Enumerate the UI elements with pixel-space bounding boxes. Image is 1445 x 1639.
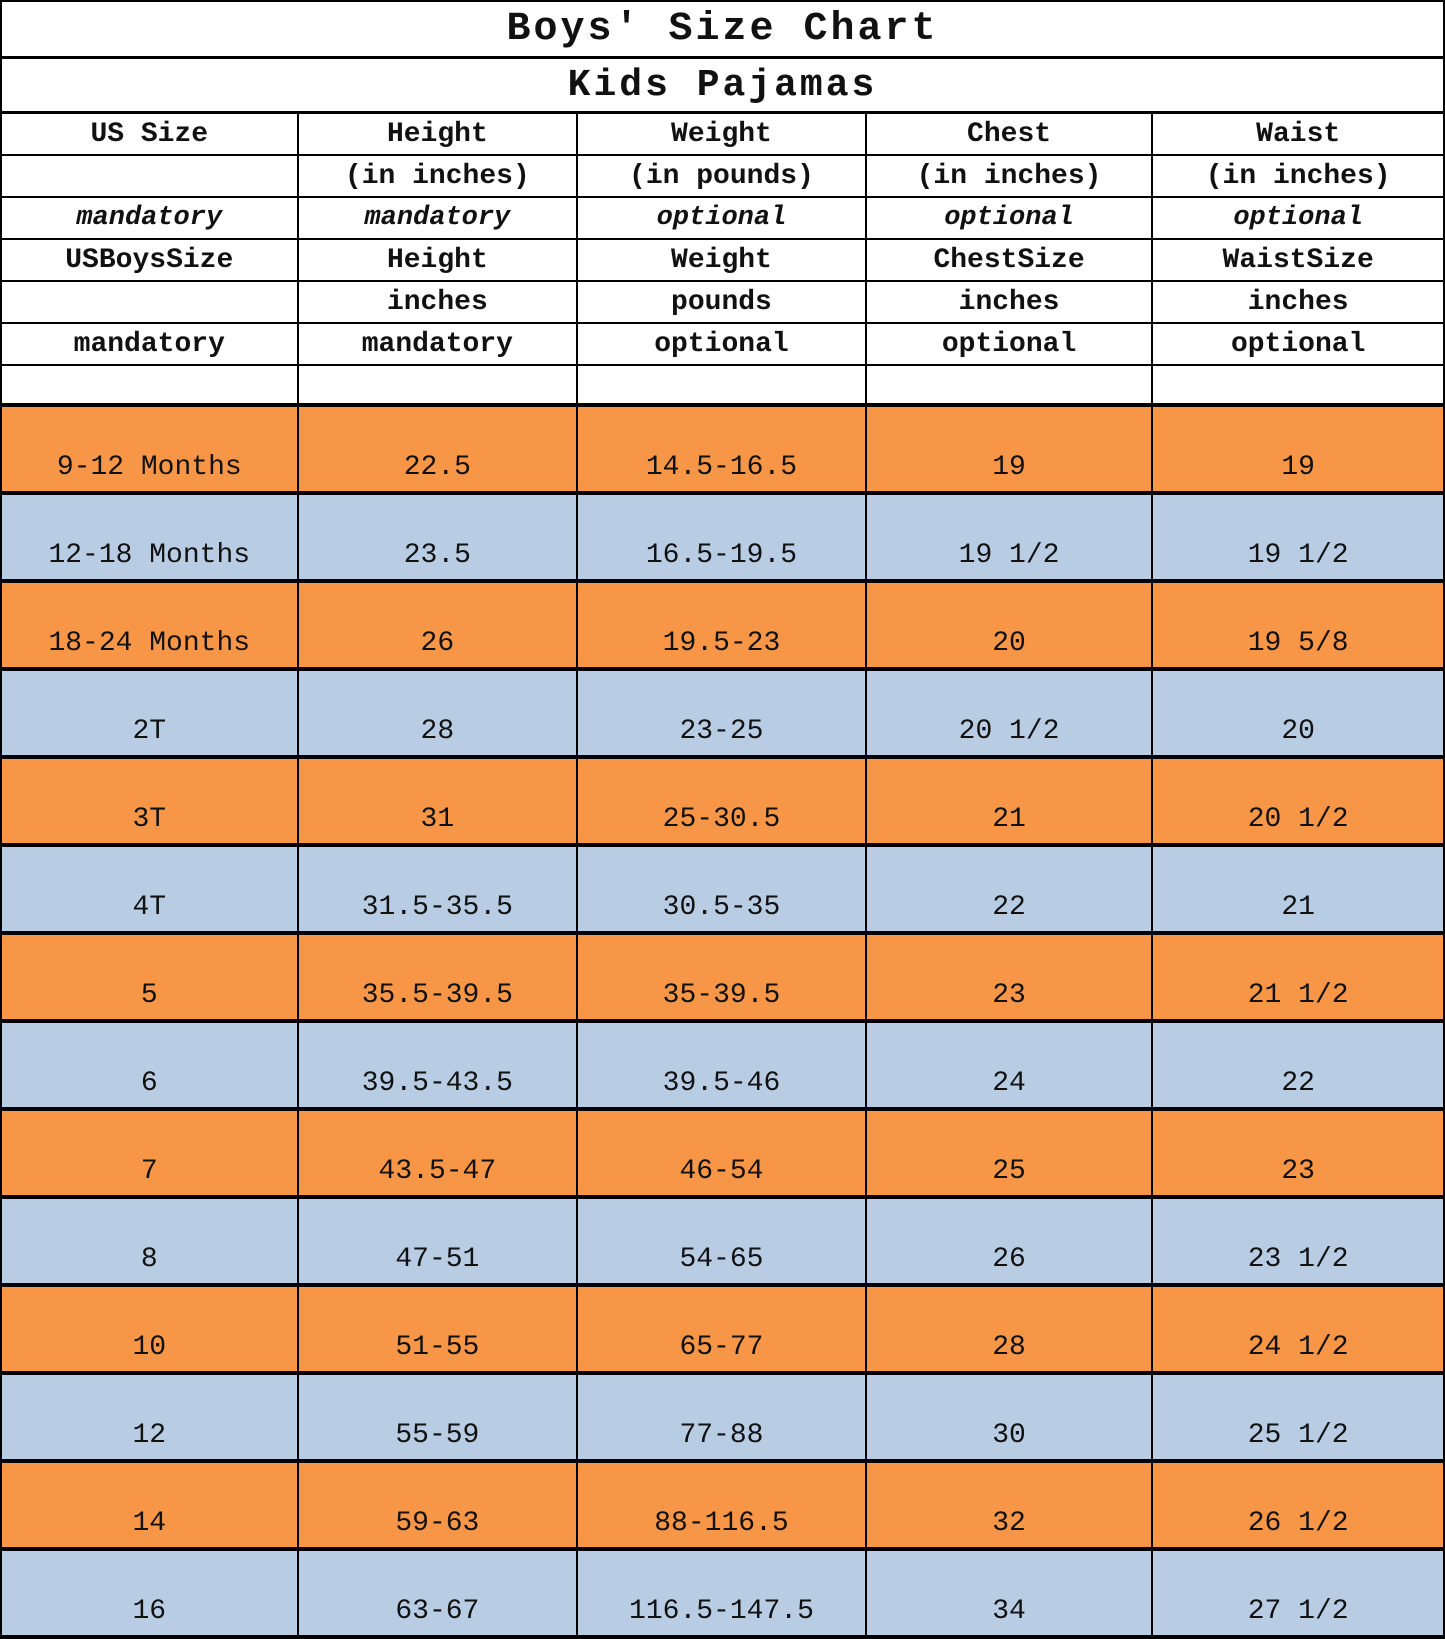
- size-label-cell: 12-18 Months: [1, 493, 298, 581]
- spacer-row: [1, 365, 1444, 405]
- size-value-cell: 35-39.5: [577, 933, 866, 1021]
- size-label-cell: 5: [1, 933, 298, 1021]
- size-value-cell: 22.5: [298, 405, 578, 493]
- header-cell: Waist: [1152, 113, 1444, 156]
- size-value-cell: 26: [866, 1197, 1153, 1285]
- size-value-cell: 30.5-35: [577, 845, 866, 933]
- size-label-cell: 10: [1, 1285, 298, 1373]
- size-label-cell: 14: [1, 1461, 298, 1549]
- size-value-cell: 20: [1152, 669, 1444, 757]
- size-label-cell: 6: [1, 1021, 298, 1109]
- size-value-cell: 23 1/2: [1152, 1197, 1444, 1285]
- size-value-cell: 35.5-39.5: [298, 933, 578, 1021]
- header-cell: USBoysSize: [1, 239, 298, 281]
- table-row: [1, 845, 1444, 933]
- chart-subtitle: Kids Pajamas: [1, 58, 1444, 113]
- header-cell: optional: [866, 197, 1153, 239]
- table-row: [1, 1373, 1444, 1461]
- size-value-cell: 63-67: [298, 1549, 578, 1637]
- header-cell: optional: [1152, 197, 1444, 239]
- header-cell: Weight: [577, 239, 866, 281]
- size-value-cell: 46-54: [577, 1109, 866, 1197]
- header-cell: inches: [298, 281, 578, 323]
- table-row: [1, 1285, 1444, 1373]
- size-value-cell: 47-51: [298, 1197, 578, 1285]
- size-label-cell: 7: [1, 1109, 298, 1197]
- size-value-cell: 55-59: [298, 1373, 578, 1461]
- header-cell: inches: [866, 281, 1153, 323]
- header-cell: mandatory: [298, 323, 578, 365]
- spacer-cell: [1, 365, 298, 405]
- header-cell: Chest: [866, 113, 1153, 156]
- size-value-cell: 21: [1152, 845, 1444, 933]
- size-value-cell: 20: [866, 581, 1153, 669]
- size-label-cell: 8: [1, 1197, 298, 1285]
- chart-title: Boys' Size Chart: [1, 1, 1444, 58]
- table-row: [1, 933, 1444, 1021]
- header-cell: inches: [1152, 281, 1444, 323]
- size-value-cell: 19: [866, 405, 1153, 493]
- table-row: [1, 1109, 1444, 1197]
- size-value-cell: 77-88: [577, 1373, 866, 1461]
- table-row: [1, 493, 1444, 581]
- size-value-cell: 22: [866, 845, 1153, 933]
- header-cell: (in inches): [1152, 155, 1444, 197]
- size-value-cell: 21 1/2: [1152, 933, 1444, 1021]
- spacer-cell: [866, 365, 1153, 405]
- header-cell: (in inches): [866, 155, 1153, 197]
- size-label-cell: 2T: [1, 669, 298, 757]
- size-value-cell: 39.5-46: [577, 1021, 866, 1109]
- header-row-requirement: [1, 323, 1444, 365]
- size-value-cell: 88-116.5: [577, 1461, 866, 1549]
- table-row: [1, 669, 1444, 757]
- size-value-cell: 24: [866, 1021, 1153, 1109]
- header-cell: optional: [866, 323, 1153, 365]
- size-value-cell: 30: [866, 1373, 1153, 1461]
- size-value-cell: 43.5-47: [298, 1109, 578, 1197]
- header-cell: optional: [577, 323, 866, 365]
- size-value-cell: 54-65: [577, 1197, 866, 1285]
- size-value-cell: 23-25: [577, 669, 866, 757]
- size-value-cell: 16.5-19.5: [577, 493, 866, 581]
- size-value-cell: 25: [866, 1109, 1153, 1197]
- size-value-cell: 28: [866, 1285, 1153, 1373]
- size-value-cell: 14.5-16.5: [577, 405, 866, 493]
- header-row-units: [1, 155, 1444, 197]
- table-row: [1, 1197, 1444, 1285]
- size-value-cell: 23.5: [298, 493, 578, 581]
- size-label-cell: 18-24 Months: [1, 581, 298, 669]
- size-value-cell: 25 1/2: [1152, 1373, 1444, 1461]
- table-row: [1, 581, 1444, 669]
- header-row-field-units: [1, 281, 1444, 323]
- size-value-cell: 19.5-23: [577, 581, 866, 669]
- header-cell: (in inches): [298, 155, 578, 197]
- header-cell: [1, 155, 298, 197]
- size-label-cell: 9-12 Months: [1, 405, 298, 493]
- size-value-cell: 39.5-43.5: [298, 1021, 578, 1109]
- table-row: [1, 405, 1444, 493]
- size-label-cell: 16: [1, 1549, 298, 1637]
- title-row: [1, 1, 1444, 58]
- size-table-body: [1, 405, 1444, 1637]
- size-value-cell: 25-30.5: [577, 757, 866, 845]
- header-cell: [1, 281, 298, 323]
- size-label-cell: 3T: [1, 757, 298, 845]
- size-value-cell: 27 1/2: [1152, 1549, 1444, 1637]
- header-row-requirement-italic: [1, 197, 1444, 239]
- size-value-cell: 34: [866, 1549, 1153, 1637]
- size-value-cell: 24 1/2: [1152, 1285, 1444, 1373]
- header-cell: Height: [298, 113, 578, 156]
- header-cell: US Size: [1, 113, 298, 156]
- header-cell: mandatory: [1, 323, 298, 365]
- size-value-cell: 19: [1152, 405, 1444, 493]
- size-value-cell: 59-63: [298, 1461, 578, 1549]
- header-cell: mandatory: [1, 197, 298, 239]
- header-cell: WaistSize: [1152, 239, 1444, 281]
- size-value-cell: 19 1/2: [1152, 493, 1444, 581]
- size-value-cell: 51-55: [298, 1285, 578, 1373]
- size-value-cell: 20 1/2: [1152, 757, 1444, 845]
- header-cell: pounds: [577, 281, 866, 323]
- size-label-cell: 4T: [1, 845, 298, 933]
- size-label-cell: 12: [1, 1373, 298, 1461]
- table-row: [1, 1461, 1444, 1549]
- size-value-cell: 22: [1152, 1021, 1444, 1109]
- header-cell: Weight: [577, 113, 866, 156]
- size-value-cell: 31: [298, 757, 578, 845]
- size-value-cell: 20 1/2: [866, 669, 1153, 757]
- header-cell: optional: [577, 197, 866, 239]
- table-row: [1, 757, 1444, 845]
- size-value-cell: 21: [866, 757, 1153, 845]
- size-value-cell: 28: [298, 669, 578, 757]
- spacer-cell: [1152, 365, 1444, 405]
- size-value-cell: 23: [1152, 1109, 1444, 1197]
- size-value-cell: 31.5-35.5: [298, 845, 578, 933]
- header-row-names: [1, 113, 1444, 156]
- size-value-cell: 26 1/2: [1152, 1461, 1444, 1549]
- size-value-cell: 116.5-147.5: [577, 1549, 866, 1637]
- spacer-cell: [577, 365, 866, 405]
- header-cell: mandatory: [298, 197, 578, 239]
- spacer-cell: [298, 365, 578, 405]
- header-cell: Height: [298, 239, 578, 281]
- size-value-cell: 26: [298, 581, 578, 669]
- table-row: [1, 1021, 1444, 1109]
- header-row-field-names: [1, 239, 1444, 281]
- subtitle-row: [1, 58, 1444, 113]
- size-value-cell: 65-77: [577, 1285, 866, 1373]
- size-value-cell: 19 1/2: [866, 493, 1153, 581]
- header-cell: ChestSize: [866, 239, 1153, 281]
- table-row: [1, 1549, 1444, 1637]
- header-cell: (in pounds): [577, 155, 866, 197]
- header-cell: optional: [1152, 323, 1444, 365]
- size-value-cell: 23: [866, 933, 1153, 1021]
- size-value-cell: 19 5/8: [1152, 581, 1444, 669]
- size-value-cell: 32: [866, 1461, 1153, 1549]
